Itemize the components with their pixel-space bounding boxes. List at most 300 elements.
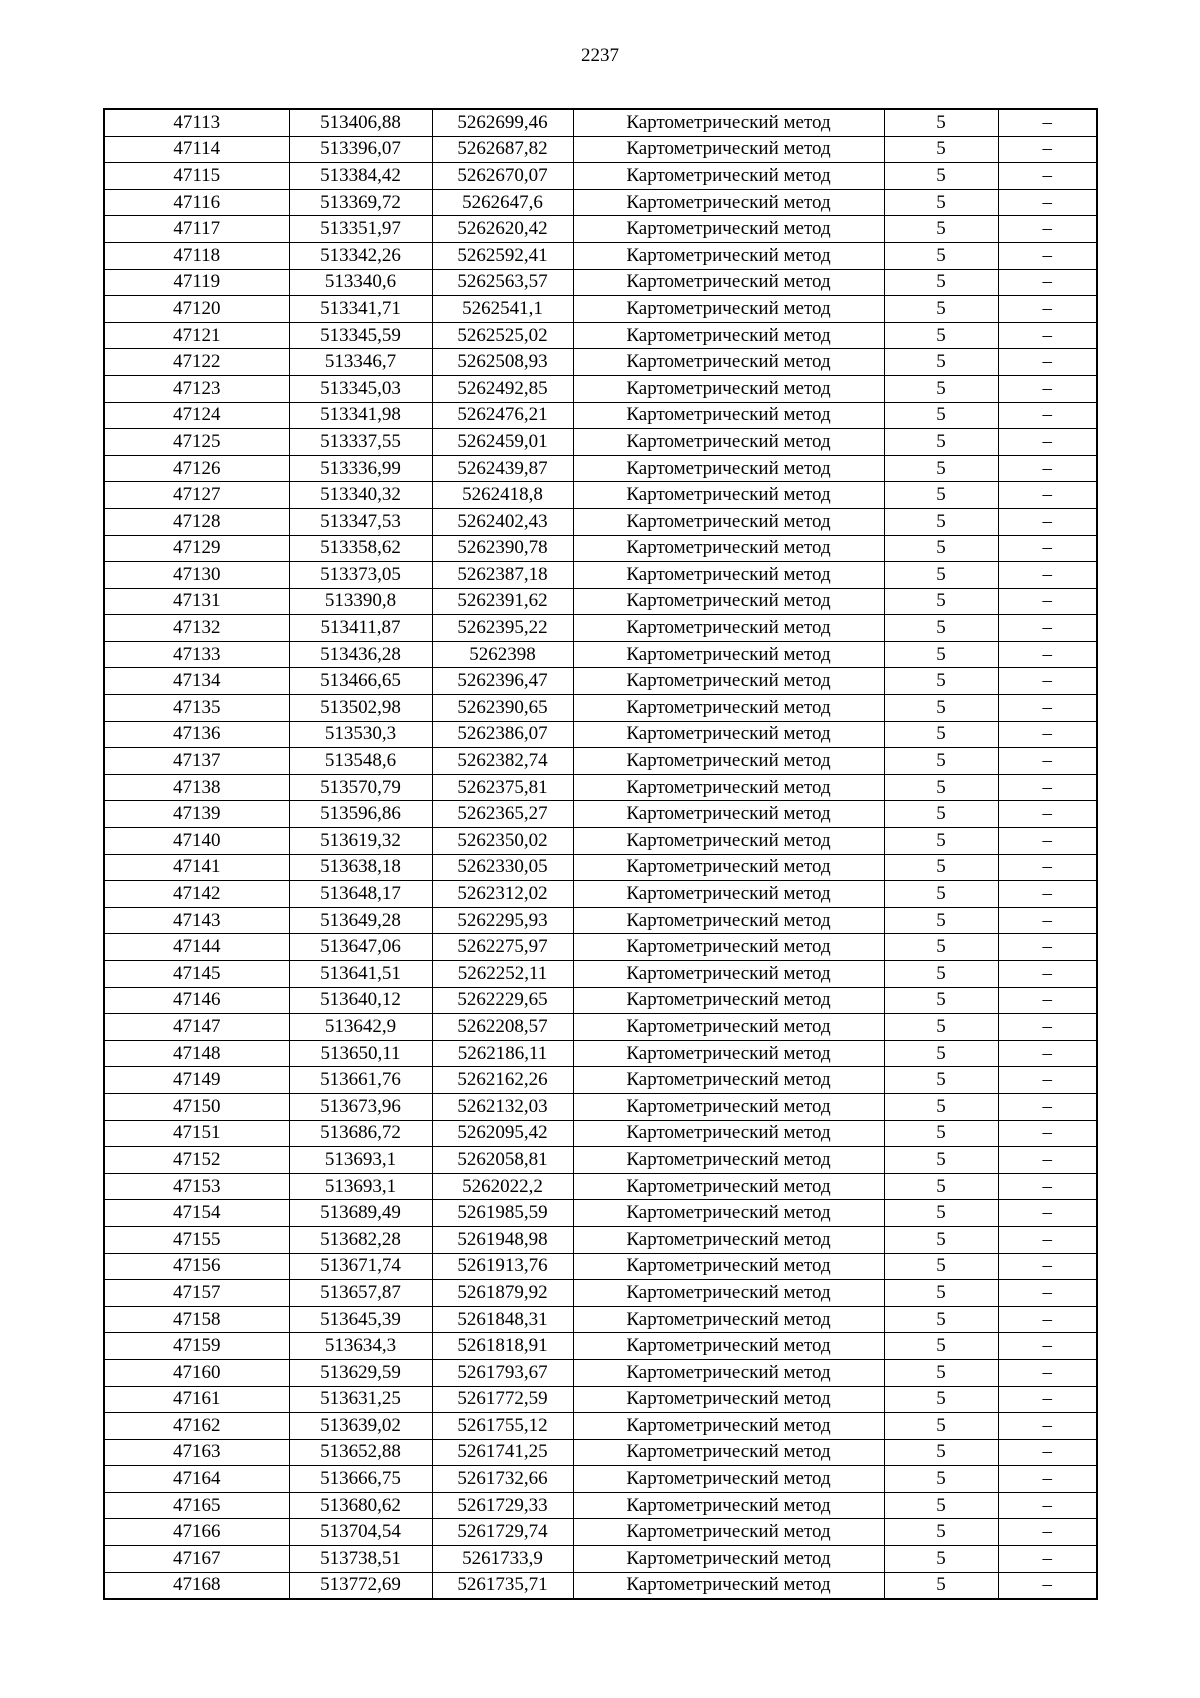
description-cell: – <box>998 1572 1097 1599</box>
point-number-cell: 47119 <box>104 269 289 296</box>
description-cell: – <box>998 1439 1097 1466</box>
method-cell: Картометрический метод <box>573 668 884 695</box>
y-coordinate-cell: 5261733,9 <box>432 1546 573 1573</box>
y-coordinate-cell: 5262058,81 <box>432 1147 573 1174</box>
accuracy-cell: 5 <box>884 668 998 695</box>
y-coordinate-cell: 5262330,05 <box>432 854 573 881</box>
x-coordinate-cell: 513342,26 <box>289 242 432 269</box>
accuracy-cell: 5 <box>884 801 998 828</box>
table-row <box>104 1014 1097 1041</box>
point-number-cell: 47128 <box>104 508 289 535</box>
point-number-cell: 47165 <box>104 1492 289 1519</box>
table-row <box>104 136 1097 163</box>
method-cell: Картометрический метод <box>573 1147 884 1174</box>
table-row <box>104 1173 1097 1200</box>
description-cell: – <box>998 641 1097 668</box>
table-row <box>104 1519 1097 1546</box>
accuracy-cell: 5 <box>884 269 998 296</box>
accuracy-cell: 5 <box>884 1386 998 1413</box>
y-coordinate-cell: 5262687,82 <box>432 136 573 163</box>
point-number-cell: 47160 <box>104 1359 289 1386</box>
point-number-cell: 47131 <box>104 588 289 615</box>
table-row <box>104 535 1097 562</box>
x-coordinate-cell: 513596,86 <box>289 801 432 828</box>
coordinates-table <box>103 108 1098 1600</box>
point-number-cell: 47129 <box>104 535 289 562</box>
table-row <box>104 109 1097 136</box>
x-coordinate-cell: 513642,9 <box>289 1014 432 1041</box>
accuracy-cell: 5 <box>884 1359 998 1386</box>
point-number-cell: 47162 <box>104 1413 289 1440</box>
x-coordinate-cell: 513337,55 <box>289 429 432 456</box>
description-cell: – <box>998 1093 1097 1120</box>
point-number-cell: 47125 <box>104 429 289 456</box>
accuracy-cell: 5 <box>884 934 998 961</box>
method-cell: Картометрический метод <box>573 774 884 801</box>
point-number-cell: 47127 <box>104 482 289 509</box>
page-number: 2237 <box>581 45 619 66</box>
accuracy-cell: 5 <box>884 189 998 216</box>
description-cell: – <box>998 881 1097 908</box>
point-number-cell: 47120 <box>104 296 289 323</box>
x-coordinate-cell: 513666,75 <box>289 1466 432 1493</box>
description-cell: – <box>998 721 1097 748</box>
y-coordinate-cell: 5261793,67 <box>432 1359 573 1386</box>
y-coordinate-cell: 5262402,43 <box>432 508 573 535</box>
method-cell: Картометрический метод <box>573 1333 884 1360</box>
method-cell: Картометрический метод <box>573 695 884 722</box>
description-cell: – <box>998 1519 1097 1546</box>
description-cell: – <box>998 429 1097 456</box>
accuracy-cell: 5 <box>884 375 998 402</box>
method-cell: Картометрический метод <box>573 349 884 376</box>
point-number-cell: 47143 <box>104 907 289 934</box>
method-cell: Картометрический метод <box>573 1226 884 1253</box>
method-cell: Картометрический метод <box>573 1306 884 1333</box>
description-cell: – <box>998 748 1097 775</box>
description-cell: – <box>998 189 1097 216</box>
table-row <box>104 322 1097 349</box>
y-coordinate-cell: 5262563,57 <box>432 269 573 296</box>
x-coordinate-cell: 513686,72 <box>289 1120 432 1147</box>
x-coordinate-cell: 513680,62 <box>289 1492 432 1519</box>
table-row <box>104 987 1097 1014</box>
y-coordinate-cell: 5262670,07 <box>432 163 573 190</box>
point-number-cell: 47154 <box>104 1200 289 1227</box>
y-coordinate-cell: 5262350,02 <box>432 828 573 855</box>
point-number-cell: 47163 <box>104 1439 289 1466</box>
accuracy-cell: 5 <box>884 429 998 456</box>
x-coordinate-cell: 513341,98 <box>289 402 432 429</box>
point-number-cell: 47138 <box>104 774 289 801</box>
y-coordinate-cell: 5262418,8 <box>432 482 573 509</box>
point-number-cell: 47145 <box>104 961 289 988</box>
y-coordinate-cell: 5262390,65 <box>432 695 573 722</box>
method-cell: Картометрический метод <box>573 1093 884 1120</box>
point-number-cell: 47141 <box>104 854 289 881</box>
point-number-cell: 47144 <box>104 934 289 961</box>
y-coordinate-cell: 5262647,6 <box>432 189 573 216</box>
method-cell: Картометрический метод <box>573 1572 884 1599</box>
point-number-cell: 47158 <box>104 1306 289 1333</box>
table-row <box>104 1333 1097 1360</box>
x-coordinate-cell: 513548,6 <box>289 748 432 775</box>
method-cell: Картометрический метод <box>573 508 884 535</box>
accuracy-cell: 5 <box>884 1014 998 1041</box>
method-cell: Картометрический метод <box>573 721 884 748</box>
table-row <box>104 695 1097 722</box>
point-number-cell: 47133 <box>104 641 289 668</box>
method-cell: Картометрический метод <box>573 934 884 961</box>
accuracy-cell: 5 <box>884 721 998 748</box>
description-cell: – <box>998 375 1097 402</box>
table-row <box>104 402 1097 429</box>
table-row <box>104 216 1097 243</box>
point-number-cell: 47142 <box>104 881 289 908</box>
method-cell: Картометрический метод <box>573 455 884 482</box>
x-coordinate-cell: 513661,76 <box>289 1067 432 1094</box>
method-cell: Картометрический метод <box>573 1439 884 1466</box>
description-cell: – <box>998 934 1097 961</box>
x-coordinate-cell: 513345,59 <box>289 322 432 349</box>
table-row <box>104 934 1097 961</box>
y-coordinate-cell: 5261818,91 <box>432 1333 573 1360</box>
accuracy-cell: 5 <box>884 695 998 722</box>
point-number-cell: 47122 <box>104 349 289 376</box>
table-row <box>104 1200 1097 1227</box>
y-coordinate-cell: 5262525,02 <box>432 322 573 349</box>
description-cell: – <box>998 1386 1097 1413</box>
x-coordinate-cell: 513358,62 <box>289 535 432 562</box>
accuracy-cell: 5 <box>884 1040 998 1067</box>
y-coordinate-cell: 5262162,26 <box>432 1067 573 1094</box>
method-cell: Картометрический метод <box>573 1014 884 1041</box>
accuracy-cell: 5 <box>884 1413 998 1440</box>
table-row <box>104 375 1097 402</box>
y-coordinate-cell: 5261913,76 <box>432 1253 573 1280</box>
table-row <box>104 1253 1097 1280</box>
description-cell: – <box>998 1333 1097 1360</box>
y-coordinate-cell: 5262541,1 <box>432 296 573 323</box>
y-coordinate-cell: 5262398 <box>432 641 573 668</box>
y-coordinate-cell: 5261735,71 <box>432 1572 573 1599</box>
table-row <box>104 1572 1097 1599</box>
x-coordinate-cell: 513657,87 <box>289 1280 432 1307</box>
description-cell: – <box>998 1253 1097 1280</box>
y-coordinate-cell: 5262365,27 <box>432 801 573 828</box>
description-cell: – <box>998 1413 1097 1440</box>
accuracy-cell: 5 <box>884 1333 998 1360</box>
x-coordinate-cell: 513347,53 <box>289 508 432 535</box>
point-number-cell: 47115 <box>104 163 289 190</box>
accuracy-cell: 5 <box>884 828 998 855</box>
point-number-cell: 47159 <box>104 1333 289 1360</box>
table-row <box>104 1359 1097 1386</box>
method-cell: Картометрический метод <box>573 828 884 855</box>
table-row <box>104 1439 1097 1466</box>
accuracy-cell: 5 <box>884 216 998 243</box>
x-coordinate-cell: 513502,98 <box>289 695 432 722</box>
y-coordinate-cell: 5262492,85 <box>432 375 573 402</box>
point-number-cell: 47132 <box>104 615 289 642</box>
x-coordinate-cell: 513373,05 <box>289 562 432 589</box>
description-cell: – <box>998 961 1097 988</box>
y-coordinate-cell: 5262186,11 <box>432 1040 573 1067</box>
accuracy-cell: 5 <box>884 136 998 163</box>
method-cell: Картометрический метод <box>573 402 884 429</box>
description-cell: – <box>998 535 1097 562</box>
accuracy-cell: 5 <box>884 109 998 136</box>
point-number-cell: 47140 <box>104 828 289 855</box>
x-coordinate-cell: 513346,7 <box>289 349 432 376</box>
accuracy-cell: 5 <box>884 1492 998 1519</box>
accuracy-cell: 5 <box>884 961 998 988</box>
method-cell: Картометрический метод <box>573 1040 884 1067</box>
description-cell: – <box>998 854 1097 881</box>
x-coordinate-cell: 513645,39 <box>289 1306 432 1333</box>
accuracy-cell: 5 <box>884 562 998 589</box>
description-cell: – <box>998 1359 1097 1386</box>
accuracy-cell: 5 <box>884 1093 998 1120</box>
y-coordinate-cell: 5261755,12 <box>432 1413 573 1440</box>
y-coordinate-cell: 5262295,93 <box>432 907 573 934</box>
description-cell: – <box>998 1226 1097 1253</box>
description-cell: – <box>998 402 1097 429</box>
method-cell: Картометрический метод <box>573 615 884 642</box>
accuracy-cell: 5 <box>884 322 998 349</box>
table-row <box>104 562 1097 589</box>
description-cell: – <box>998 774 1097 801</box>
y-coordinate-cell: 5262459,01 <box>432 429 573 456</box>
table-row <box>104 296 1097 323</box>
table-row <box>104 907 1097 934</box>
method-cell: Картометрический метод <box>573 1120 884 1147</box>
method-cell: Картометрический метод <box>573 1492 884 1519</box>
x-coordinate-cell: 513406,88 <box>289 109 432 136</box>
method-cell: Картометрический метод <box>573 1200 884 1227</box>
method-cell: Картометрический метод <box>573 641 884 668</box>
accuracy-cell: 5 <box>884 881 998 908</box>
method-cell: Картометрический метод <box>573 1280 884 1307</box>
method-cell: Картометрический метод <box>573 854 884 881</box>
point-number-cell: 47135 <box>104 695 289 722</box>
point-number-cell: 47161 <box>104 1386 289 1413</box>
accuracy-cell: 5 <box>884 907 998 934</box>
accuracy-cell: 5 <box>884 1253 998 1280</box>
description-cell: – <box>998 1466 1097 1493</box>
y-coordinate-cell: 5262390,78 <box>432 535 573 562</box>
accuracy-cell: 5 <box>884 296 998 323</box>
table-row <box>104 1306 1097 1333</box>
table-row <box>104 801 1097 828</box>
table-row <box>104 1040 1097 1067</box>
table-row <box>104 1093 1097 1120</box>
point-number-cell: 47116 <box>104 189 289 216</box>
method-cell: Картометрический метод <box>573 907 884 934</box>
point-number-cell: 47157 <box>104 1280 289 1307</box>
table-row <box>104 1546 1097 1573</box>
point-number-cell: 47150 <box>104 1093 289 1120</box>
accuracy-cell: 5 <box>884 987 998 1014</box>
table-row <box>104 854 1097 881</box>
table-row <box>104 774 1097 801</box>
point-number-cell: 47168 <box>104 1572 289 1599</box>
description-cell: – <box>998 1492 1097 1519</box>
point-number-cell: 47124 <box>104 402 289 429</box>
accuracy-cell: 5 <box>884 1120 998 1147</box>
description-cell: – <box>998 1306 1097 1333</box>
method-cell: Картометрический метод <box>573 1546 884 1573</box>
y-coordinate-cell: 5261729,33 <box>432 1492 573 1519</box>
accuracy-cell: 5 <box>884 1067 998 1094</box>
method-cell: Картометрический метод <box>573 562 884 589</box>
description-cell: – <box>998 1014 1097 1041</box>
method-cell: Картометрический метод <box>573 109 884 136</box>
table-row <box>104 242 1097 269</box>
y-coordinate-cell: 5262382,74 <box>432 748 573 775</box>
accuracy-cell: 5 <box>884 1519 998 1546</box>
description-cell: – <box>998 1147 1097 1174</box>
table-row <box>104 482 1097 509</box>
method-cell: Картометрический метод <box>573 881 884 908</box>
y-coordinate-cell: 5262095,42 <box>432 1120 573 1147</box>
table-row <box>104 269 1097 296</box>
point-number-cell: 47130 <box>104 562 289 589</box>
x-coordinate-cell: 513340,32 <box>289 482 432 509</box>
method-cell: Картометрический метод <box>573 535 884 562</box>
point-number-cell: 47118 <box>104 242 289 269</box>
point-number-cell: 47126 <box>104 455 289 482</box>
x-coordinate-cell: 513738,51 <box>289 1546 432 1573</box>
table-row <box>104 508 1097 535</box>
coordinates-table-body <box>104 109 1097 1599</box>
method-cell: Картометрический метод <box>573 1253 884 1280</box>
x-coordinate-cell: 513693,1 <box>289 1147 432 1174</box>
x-coordinate-cell: 513647,06 <box>289 934 432 961</box>
y-coordinate-cell: 5262387,18 <box>432 562 573 589</box>
y-coordinate-cell: 5262508,93 <box>432 349 573 376</box>
accuracy-cell: 5 <box>884 615 998 642</box>
description-cell: – <box>998 322 1097 349</box>
x-coordinate-cell: 513619,32 <box>289 828 432 855</box>
x-coordinate-cell: 513693,1 <box>289 1173 432 1200</box>
accuracy-cell: 5 <box>884 1466 998 1493</box>
accuracy-cell: 5 <box>884 163 998 190</box>
table-row <box>104 1280 1097 1307</box>
x-coordinate-cell: 513671,74 <box>289 1253 432 1280</box>
method-cell: Картометрический метод <box>573 375 884 402</box>
accuracy-cell: 5 <box>884 1147 998 1174</box>
description-cell: – <box>998 562 1097 589</box>
method-cell: Картометрический метод <box>573 1519 884 1546</box>
y-coordinate-cell: 5261948,98 <box>432 1226 573 1253</box>
point-number-cell: 47121 <box>104 322 289 349</box>
x-coordinate-cell: 513772,69 <box>289 1572 432 1599</box>
accuracy-cell: 5 <box>884 535 998 562</box>
y-coordinate-cell: 5262375,81 <box>432 774 573 801</box>
accuracy-cell: 5 <box>884 1200 998 1227</box>
accuracy-cell: 5 <box>884 774 998 801</box>
y-coordinate-cell: 5262391,62 <box>432 588 573 615</box>
y-coordinate-cell: 5262439,87 <box>432 455 573 482</box>
method-cell: Картометрический метод <box>573 216 884 243</box>
point-number-cell: 47156 <box>104 1253 289 1280</box>
table-row <box>104 1067 1097 1094</box>
y-coordinate-cell: 5261879,92 <box>432 1280 573 1307</box>
y-coordinate-cell: 5262699,46 <box>432 109 573 136</box>
point-number-cell: 47155 <box>104 1226 289 1253</box>
y-coordinate-cell: 5262208,57 <box>432 1014 573 1041</box>
table-row <box>104 1226 1097 1253</box>
x-coordinate-cell: 513639,02 <box>289 1413 432 1440</box>
accuracy-cell: 5 <box>884 482 998 509</box>
description-cell: – <box>998 907 1097 934</box>
method-cell: Картометрический метод <box>573 987 884 1014</box>
accuracy-cell: 5 <box>884 1173 998 1200</box>
accuracy-cell: 5 <box>884 349 998 376</box>
x-coordinate-cell: 513530,3 <box>289 721 432 748</box>
point-number-cell: 47166 <box>104 1519 289 1546</box>
x-coordinate-cell: 513570,79 <box>289 774 432 801</box>
x-coordinate-cell: 513648,17 <box>289 881 432 908</box>
accuracy-cell: 5 <box>884 242 998 269</box>
y-coordinate-cell: 5262312,02 <box>432 881 573 908</box>
description-cell: – <box>998 1067 1097 1094</box>
description-cell: – <box>998 615 1097 642</box>
accuracy-cell: 5 <box>884 402 998 429</box>
point-number-cell: 47153 <box>104 1173 289 1200</box>
description-cell: – <box>998 109 1097 136</box>
x-coordinate-cell: 513682,28 <box>289 1226 432 1253</box>
y-coordinate-cell: 5262395,22 <box>432 615 573 642</box>
description-cell: – <box>998 801 1097 828</box>
x-coordinate-cell: 513704,54 <box>289 1519 432 1546</box>
accuracy-cell: 5 <box>884 1280 998 1307</box>
description-cell: – <box>998 695 1097 722</box>
x-coordinate-cell: 513466,65 <box>289 668 432 695</box>
method-cell: Картометрический метод <box>573 189 884 216</box>
description-cell: – <box>998 482 1097 509</box>
description-cell: – <box>998 296 1097 323</box>
table-row <box>104 163 1097 190</box>
y-coordinate-cell: 5262476,21 <box>432 402 573 429</box>
point-number-cell: 47149 <box>104 1067 289 1094</box>
method-cell: Картометрический метод <box>573 748 884 775</box>
description-cell: – <box>998 163 1097 190</box>
accuracy-cell: 5 <box>884 588 998 615</box>
table-row <box>104 189 1097 216</box>
accuracy-cell: 5 <box>884 1306 998 1333</box>
y-coordinate-cell: 5261732,66 <box>432 1466 573 1493</box>
description-cell: – <box>998 1280 1097 1307</box>
point-number-cell: 47147 <box>104 1014 289 1041</box>
x-coordinate-cell: 513638,18 <box>289 854 432 881</box>
point-number-cell: 47113 <box>104 109 289 136</box>
method-cell: Картометрический метод <box>573 588 884 615</box>
x-coordinate-cell: 513689,49 <box>289 1200 432 1227</box>
table-row <box>104 1147 1097 1174</box>
x-coordinate-cell: 513649,28 <box>289 907 432 934</box>
x-coordinate-cell: 513384,42 <box>289 163 432 190</box>
point-number-cell: 47117 <box>104 216 289 243</box>
method-cell: Картометрический метод <box>573 1359 884 1386</box>
x-coordinate-cell: 513396,07 <box>289 136 432 163</box>
accuracy-cell: 5 <box>884 854 998 881</box>
method-cell: Картометрический метод <box>573 163 884 190</box>
table-row <box>104 641 1097 668</box>
x-coordinate-cell: 513340,6 <box>289 269 432 296</box>
table-row <box>104 828 1097 855</box>
